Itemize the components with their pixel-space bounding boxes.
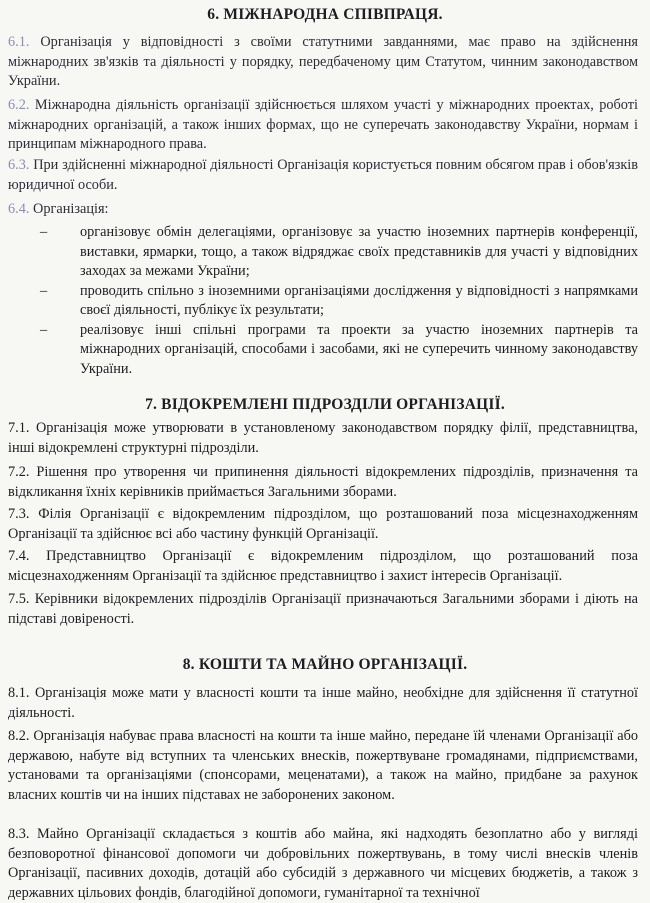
- paragraph-number: 7.3.: [8, 506, 30, 522]
- list-item-text: організовує обмін делегаціями, організовує за участю іноземних партнерів конференції, виставки, ярмарки, тощо, а також відряджає своїх представників для участі у відповідних заходах за межами України;: [80, 224, 638, 279]
- paragraph-text: Представництво Організації є відокремленим підрозділом, що розташований поза місцезнаходженням Організації та здійснює представництво і захист інтересів Організації.: [8, 548, 638, 584]
- list-item: [40, 282, 638, 321]
- paragraph-text: Філія Організації є відокремленим підрозділом, що розташований поза місцезнаходженням Організації та здійснює всі або частину функцій Організації.: [8, 506, 639, 542]
- paragraph-text: Організація:: [33, 201, 109, 217]
- paragraph-number: 7.4.: [8, 548, 30, 564]
- list-item: [40, 321, 638, 380]
- paragraph-text: Організація може мати у власності кошти та інше майно, необхідне для здійснення її статутної діяльності.: [8, 685, 639, 721]
- paragraph-text: Організація у відповідності з своїми статутними завданнями, має право на здійснення міжнародних зв'язків та діяльності у порядку, передбаченому цим Статутом, чинним законодавством України.: [8, 34, 639, 89]
- section-6-heading: 6. МІЖНАРОДНА СПІВПРАЦЯ.: [207, 6, 443, 23]
- paragraph-8-1: [8, 684, 638, 723]
- paragraph-number: 6.3.: [8, 157, 30, 173]
- paragraph-text: При здійсненні міжнародної діяльності Організація користується повним обсягом прав і обов'язків юридичної особи.: [8, 157, 639, 193]
- paragraph-text: Рішення про утворення чи припинення діяльності відокремлених підрозділів, призначення та відкликання їхніх керівників приймається Загальними зборами.: [8, 464, 638, 500]
- paragraph-6-2: [8, 96, 638, 155]
- dash-marker: –: [40, 224, 48, 240]
- list-item-text: проводить спільно з іноземними організаціями дослідження у відповідності з напрямками своєї діяльності, публікує їх результати;: [80, 282, 638, 318]
- paragraph-number: 7.5.: [8, 591, 30, 607]
- paragraph-6-4: [8, 200, 638, 220]
- paragraph-6-3: [8, 156, 638, 195]
- paragraph-6-1: [8, 33, 638, 92]
- paragraph-number: 6.4.: [8, 201, 30, 217]
- paragraph-number: 6.1.: [8, 34, 30, 50]
- paragraph-text: Організація набуває права власності на кошти та інше майно, передане їй членами Організації або державою, набуте від вступних та членських внесків, пожертвуване громадянами, підприємствами, установами та організаціями (спонсорами, меценатами), а також на майно, придбане за рахунок власних коштів чи на інших підставах не заборонених законом.: [8, 728, 639, 803]
- paragraph-8-3: [8, 825, 638, 903]
- paragraph-7-2: [8, 463, 638, 502]
- paragraph-7-5: [8, 590, 638, 629]
- paragraph-number: 7.1.: [8, 420, 30, 436]
- paragraph-8-2: [8, 727, 638, 805]
- paragraph-7-1: [8, 419, 638, 458]
- paragraph-7-4: [8, 547, 638, 586]
- paragraph-7-3: [8, 505, 638, 544]
- dash-marker: –: [40, 321, 48, 338]
- paragraph-text: Майно Організації складається з коштів або майна, які надходять безоплатно або у вигляді безповоротної фінансової допомоги чи добровільних пожертвувань, в тому числі внесків членів Організації, пасивних доходів, дотацій або субсидій з державного чи місцевих бюджетів, а також з державних цільових фондів, благодійної допомоги, гуманітарної та технічної: [8, 826, 638, 901]
- dash-marker: –: [40, 282, 48, 299]
- paragraph-text: Міжнародна діяльність організації здійснюється шляхом участі у міжнародних проектах, роботі міжнародних організацій, а також інших формах, що не суперечать законодавству України, нормам і принципам міжнародного права.: [8, 97, 638, 152]
- section-7-heading: 7. ВІДОКРЕМЛЕНІ ПІДРОЗДІЛИ ОРГАНІЗАЦІЇ.: [145, 396, 505, 413]
- paragraph-text: Організація може утворювати в установленому законодавством порядку філії, представництва, інші відокремлені структурні підрозділи.: [8, 420, 638, 456]
- paragraph-number: 8.2.: [8, 728, 30, 744]
- paragraph-number: 8.1.: [8, 685, 30, 701]
- bullet-list: [40, 223, 638, 379]
- section-8-heading: 8. КОШТИ ТА МАЙНО ОРГАНІЗАЦІЇ.: [182, 656, 468, 673]
- list-item-text: реалізовує інші спільні програми та проекти за участю іноземних партнерів та міжнародних організацій, способами і засобами, які не суперечить чинному законодавству України.: [80, 321, 638, 377]
- paragraph-number: 8.3.: [8, 826, 30, 842]
- list-item: [40, 223, 638, 282]
- paragraph-text: Керівники відокремлених підрозділів Організації призначаються Загальними зборами і діють на підставі довіреності.: [8, 591, 638, 627]
- paragraph-number: 7.2.: [8, 464, 30, 480]
- paragraph-number: 6.2.: [8, 97, 30, 113]
